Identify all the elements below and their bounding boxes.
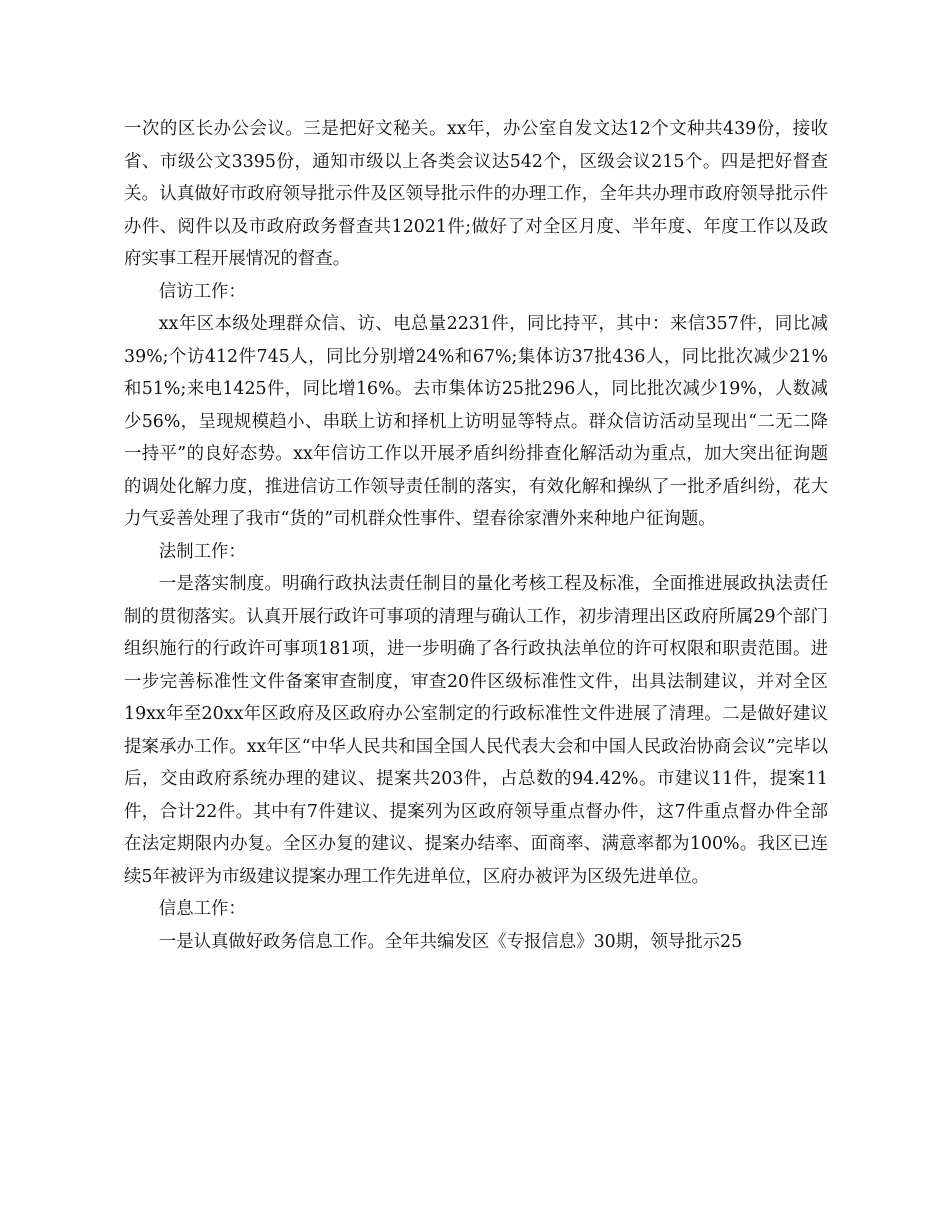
document-page — [124, 113, 828, 958]
paragraph-petition-work: xx年区本级处理群众信、访、电总量2231件，同比持平，其中：来信357件，同比减39%;个访412件745人，同比分别增24%和67%;集体访37批436人，同比批次减少21%和51%;来电1425件，同比增16%。去市集体访25批296人，同比批次减少19%，人数减少56%，呈现规模趋小、串联上访和择机上访明显等特点。群众信访活动呈现出“二无二降一持平”的良好态势。xx年信访工作以开展矛盾纠纷排查化解活动为重点，加大突出征询题的调处化解力度，推进信访工作领导责任制的落实，有效化解和操纵了一批矛盾纠纷，花大力气妥善处理了我市“货的”司机群众性事件、望春徐家漕外来种地户征询题。 — [124, 314, 828, 529]
heading-information-work: 信息工作： — [158, 899, 246, 919]
paragraph-legal-work: 一是落实制度。明确行政执法责任制目的量化考核工程及标准，全面推进展政执法责任制的贯彻落实。认真开展行政许可事项的清理与确认工作，初步清理出区政府所属29个部门组织施行的行政许可事项181项，进一步明确了各行政执法单位的许可权限和职责范围。进一步完善标准性文件备案审查制度，审查20件区级标准性文件，出具法制建议，并对全区19xx年至20xx年区政府及区政府办公室制定的行政标准性文件进展了清理。二是做好建议提案承办工作。xx年区“中华人民共和国全国人民代表大会和中国人民政治协商会议”完毕以后，交由政府系统办理的建议、提案共203件，占总数的94.42%。市建议11件，提案11件，合计22件。其中有7件建议、提案列为区政府领导重点督办件，这7件重点督办件全部在法定期限内办复。全区办复的建议、提案办结率、面商率、满意率都为100%。我区已连续5年被评为市级建议提案办理工作先进单位，区府办被评为区级先进单位。 — [124, 574, 828, 887]
heading-petition-work: 信访工作： — [158, 281, 246, 302]
heading-legal-work: 法制工作： — [158, 541, 246, 562]
paragraph-office-work: 一次的区长办公会议。三是把好文秘关。xx年，办公室自发文达12个文种共439份，接收省、市级公文3395份，通知市级以上各类会议达542个，区级会议215个。四是把好督查关。认真做好市政府领导批示件及区领导批示件的办理工作，全年共办理市政府领导批示件办件、阅件以及市政府政务督查共12021件;做好了对全区月度、半年度、年度工作以及政府实事工程开展情况的督查。 — [124, 119, 828, 269]
paragraph-information-work: 一是认真做好政务信息工作。全年共编发区《专报信息》30期，领导批示25 — [158, 931, 743, 952]
